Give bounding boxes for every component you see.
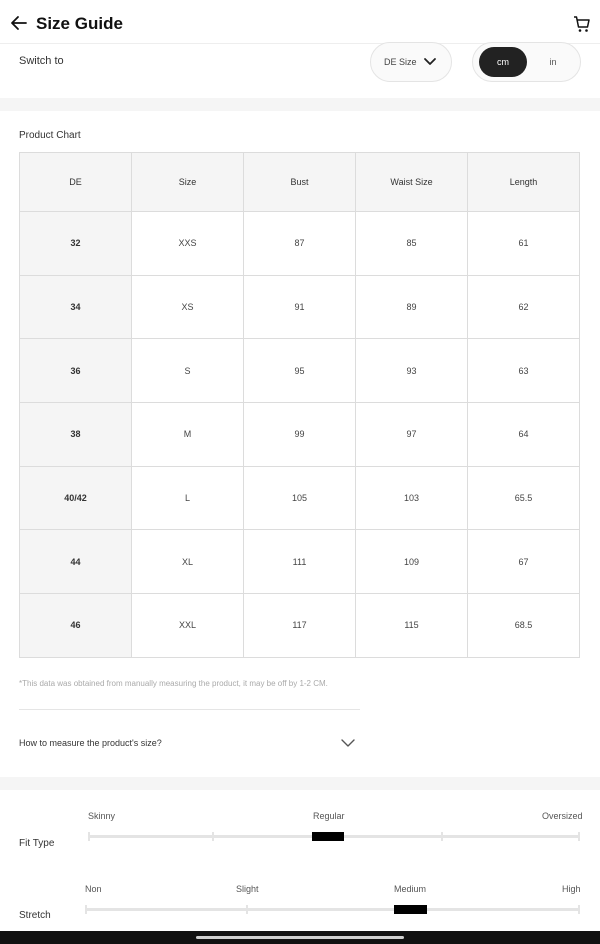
table-cell: 65.5 — [468, 466, 580, 530]
table-cell: XXS — [132, 212, 244, 276]
table-cell: 44 — [20, 530, 132, 594]
stretch-tick — [85, 905, 87, 914]
table-cell: M — [132, 403, 244, 467]
table-row — [20, 212, 580, 276]
unit-switch-row — [0, 44, 600, 98]
table-cell: 61 — [468, 212, 580, 276]
product-chart-title: Product Chart — [19, 130, 81, 141]
table-cell: 64 — [468, 403, 580, 467]
table-row — [20, 530, 580, 594]
table-cell: 63 — [468, 339, 580, 403]
column-header: Waist Size — [356, 153, 468, 212]
size-table — [19, 152, 580, 658]
home-indicator[interactable] — [196, 936, 404, 939]
table-cell: 89 — [356, 275, 468, 339]
table-cell: 67 — [468, 530, 580, 594]
unit-cm-button[interactable]: cm — [479, 47, 527, 77]
table-cell: XL — [132, 530, 244, 594]
table-cell: 68.5 — [468, 594, 580, 658]
table-cell: 93 — [356, 339, 468, 403]
top-app-bar — [0, 0, 600, 44]
table-cell: 111 — [244, 530, 356, 594]
table-row — [20, 403, 580, 467]
stretch-tick — [578, 905, 580, 914]
table-cell: 46 — [20, 594, 132, 658]
column-header: DE — [20, 153, 132, 212]
measurement-note: *This data was obtained from manually measuring the product, it may be off by 1-2 CM. — [19, 679, 328, 688]
table-cell: 99 — [244, 403, 356, 467]
fit-scale-label: Oversized — [542, 811, 583, 821]
table-cell: 95 — [244, 339, 356, 403]
table-cell: 117 — [244, 594, 356, 658]
table-cell: 103 — [356, 466, 468, 530]
cart-icon[interactable] — [572, 14, 592, 34]
table-cell: 36 — [20, 339, 132, 403]
table-row — [20, 275, 580, 339]
divider — [19, 709, 360, 710]
unit-in-button[interactable]: in — [549, 57, 557, 67]
table-cell: 109 — [356, 530, 468, 594]
table-cell: 91 — [244, 275, 356, 339]
table-cell: S — [132, 339, 244, 403]
table-cell: XXL — [132, 594, 244, 658]
page-title: Size Guide — [36, 14, 123, 33]
table-cell: 62 — [468, 275, 580, 339]
stretch-track — [85, 908, 580, 911]
stretch-scale-label: Non — [85, 884, 102, 894]
chevron-down-icon — [423, 56, 437, 68]
column-header: Size — [132, 153, 244, 212]
back-arrow-icon[interactable] — [8, 12, 30, 34]
how-to-measure-expander[interactable] — [19, 733, 360, 753]
table-cell: 34 — [20, 275, 132, 339]
fit-type-tick — [212, 832, 214, 841]
table-cell: 32 — [20, 212, 132, 276]
table-cell: 40/42 — [20, 466, 132, 530]
column-header: Length — [468, 153, 580, 212]
fit-type-tick — [578, 832, 580, 841]
table-cell: L — [132, 466, 244, 530]
stretch-label: Stretch — [19, 910, 51, 921]
section-divider — [0, 777, 600, 790]
fit-scale-label: Regular — [313, 811, 345, 821]
stretch-scale-label: Medium — [394, 884, 427, 894]
table-cell: 38 — [20, 403, 132, 467]
table-cell: 105 — [244, 466, 356, 530]
fit-type-tick — [441, 832, 443, 841]
table-row — [20, 339, 580, 403]
table-cell: XS — [132, 275, 244, 339]
column-header: Bust — [244, 153, 356, 212]
size-system-dropdown[interactable] — [370, 42, 452, 82]
unit-toggle — [472, 42, 581, 82]
stretch-scale-label: High — [562, 884, 581, 894]
table-cell: 115 — [356, 594, 468, 658]
fit-type-label: Fit Type — [19, 838, 55, 849]
fit-type-tick — [88, 832, 90, 841]
size-system-value: DE Size — [384, 57, 417, 67]
table-cell: 97 — [356, 403, 468, 467]
table-row — [20, 466, 580, 530]
table-cell: 87 — [244, 212, 356, 276]
table-cell: 85 — [356, 212, 468, 276]
switch-to-label: Switch to — [19, 55, 64, 67]
how-to-measure-label: How to measure the product's size? — [19, 738, 162, 748]
stretch-indicator — [394, 905, 427, 914]
chevron-down-icon — [340, 737, 356, 749]
table-header-row — [20, 153, 580, 212]
fit-type-indicator — [312, 832, 344, 841]
stretch-scale-label: Slight — [236, 884, 259, 894]
section-divider — [0, 98, 600, 111]
table-row — [20, 594, 580, 658]
stretch-tick — [246, 905, 248, 914]
fit-scale-label: Skinny — [88, 811, 116, 821]
